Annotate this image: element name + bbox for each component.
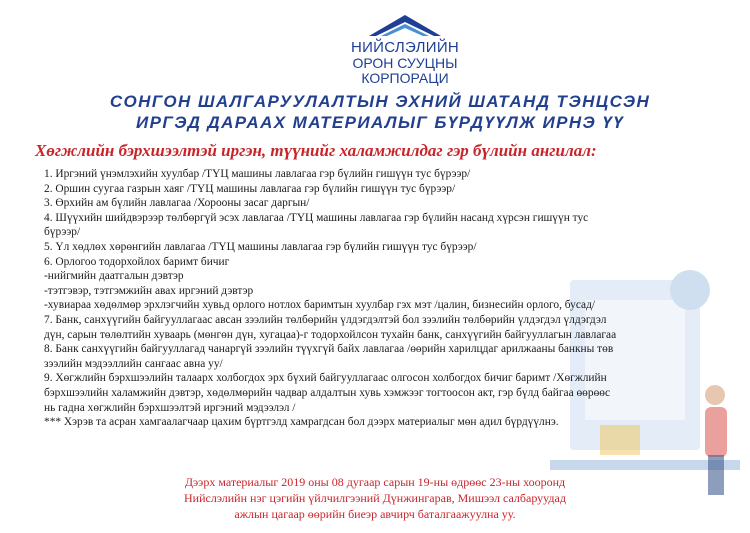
list-item: 5. Үл хөдлөх хөрөнгийн лавлагаа /ТҮЦ машины лавлагаа гэр бүлийн гишүүн тус бүрээр/	[44, 240, 477, 253]
category-subtitle: Хөгжлийн бэрхшээлтэй иргэн, түүнийг халамжилдаг гэр бүлийн ангилал:	[35, 141, 597, 160]
list-item: 2. Оршин суугаа газрын хаяг /ТҮЦ машины лавлагаа гэр бүлийн гишүүн тус бүрээр/	[44, 182, 456, 195]
list-item: 8. Банк санхүүгийн байгууллагад чанаргүй зээлийн түүхгүй байх лавлагаа /өөрийн харилцдаг арилжааны банкны төв	[44, 343, 614, 356]
list-item: -хувиараа хөдөлмөр эрхлэгчийн хувьд орлого нотлох баримтын хуулбар гэх мэт /цалин, бизнесийн орлого, бусад/	[44, 299, 596, 312]
list-item: зээлийн мэдээллийн сангаас авна уу/	[44, 357, 223, 370]
list-item: 9. Хөгжлийн бэрхшээлийн талаарх холбогдох эрх бүхий байгууллагаас олгосон холбогдох бичиг баримт /Хөгжлийн	[44, 372, 607, 385]
house-roof-logo-icon	[365, 12, 445, 38]
list-item: 4. Шүүхийн шийдвэрээр төлбөргүй эсэх лавлагаа /ТҮЦ машины лавлагаа гэр бүлийн насанд хүрсэн гишүүн тус	[44, 211, 589, 224]
notice-line1: Дээрх материалыг 2019 оны 08 дугаар сарын 19-ны өдрөөс 23-ны хооронд	[184, 475, 566, 489]
notice-line2: Нийслэлийн нэг цэгийн үйлчилгээний Дүнжингарав, Мишээл салбаруудад	[184, 491, 566, 505]
list-item: -нийгмийн даатгалын дэвтэр	[44, 270, 184, 283]
materials-list	[44, 167, 714, 430]
headline-line1: СОНГОН ШАЛГАРУУЛАЛТЫН ЭХНИЙ ШАТАНД ТЭНЦСЭН	[109, 92, 651, 111]
list-item: 6. Орлогоо тодорхойлох баримт бичиг	[44, 255, 230, 268]
list-item: 1. Иргэний үнэмлэхийн хуулбар /ТҮЦ машины лавлагаа гэр бүлийн гишүүн тус бүрээр/	[44, 168, 471, 180]
list-item: нь гадна хөгжлийн бэрхшээлтэй иргэний мэдээлэл /	[44, 401, 296, 414]
list-item: дүн, сарын төлөлтийн хуваарь (мөнгөн дүн, хугацаа)-г тодорхойлсон тухайн банк, санхүүгийн байгууллагын лавлагаа	[44, 328, 617, 341]
list-item: 3. Өрхийн ам бүлийн лавлагаа /Хорооны засаг даргын/	[44, 197, 310, 210]
logo-name-line1: НИЙСЛЭЛИЙН	[350, 39, 460, 56]
headline-line2: ИРГЭД ДАРААХ МАТЕРИАЛЫГ БҮРДҮҮЛЖ ИРНЭ ҮҮ	[136, 113, 624, 132]
list-item: бүрээр/	[44, 226, 81, 239]
illustration-person-legs	[708, 455, 724, 495]
submission-notice	[100, 474, 650, 522]
list-item: бэрхшээлийн халамжийн дэвтэр, хөдөлмөрийн чадвар алдалтын хувь хэмжээг тогтоосон акт, гэр бүлд байгаа өөрөөс	[44, 386, 611, 399]
notice-line3: ажлын цагаар өөрийн биеэр авчирч баталгаажуулна уу.	[234, 507, 516, 521]
list-item: -тэтгэвэр, тэтгэмжийн авах иргэний дэвтэр	[44, 284, 254, 297]
list-item: 7. Банк, санхүүгийн байгууллагаас авсан зээлийн төлбөрийн үлдэгдэлтэй бол зээлийн төлбөрийн үлдэгдэл үлдэгдэл	[44, 313, 607, 326]
logo-name-line2: ОРОН СУУЦНЫ КОРПОРАЦИ	[352, 55, 458, 86]
logo	[320, 12, 490, 86]
list-item: *** Хэрэв та асран хамгаалагчаар цахим бүртгэлд хамрагдсан бол дээрх материалыг мөн адил бүрдүүлнэ.	[44, 416, 559, 429]
